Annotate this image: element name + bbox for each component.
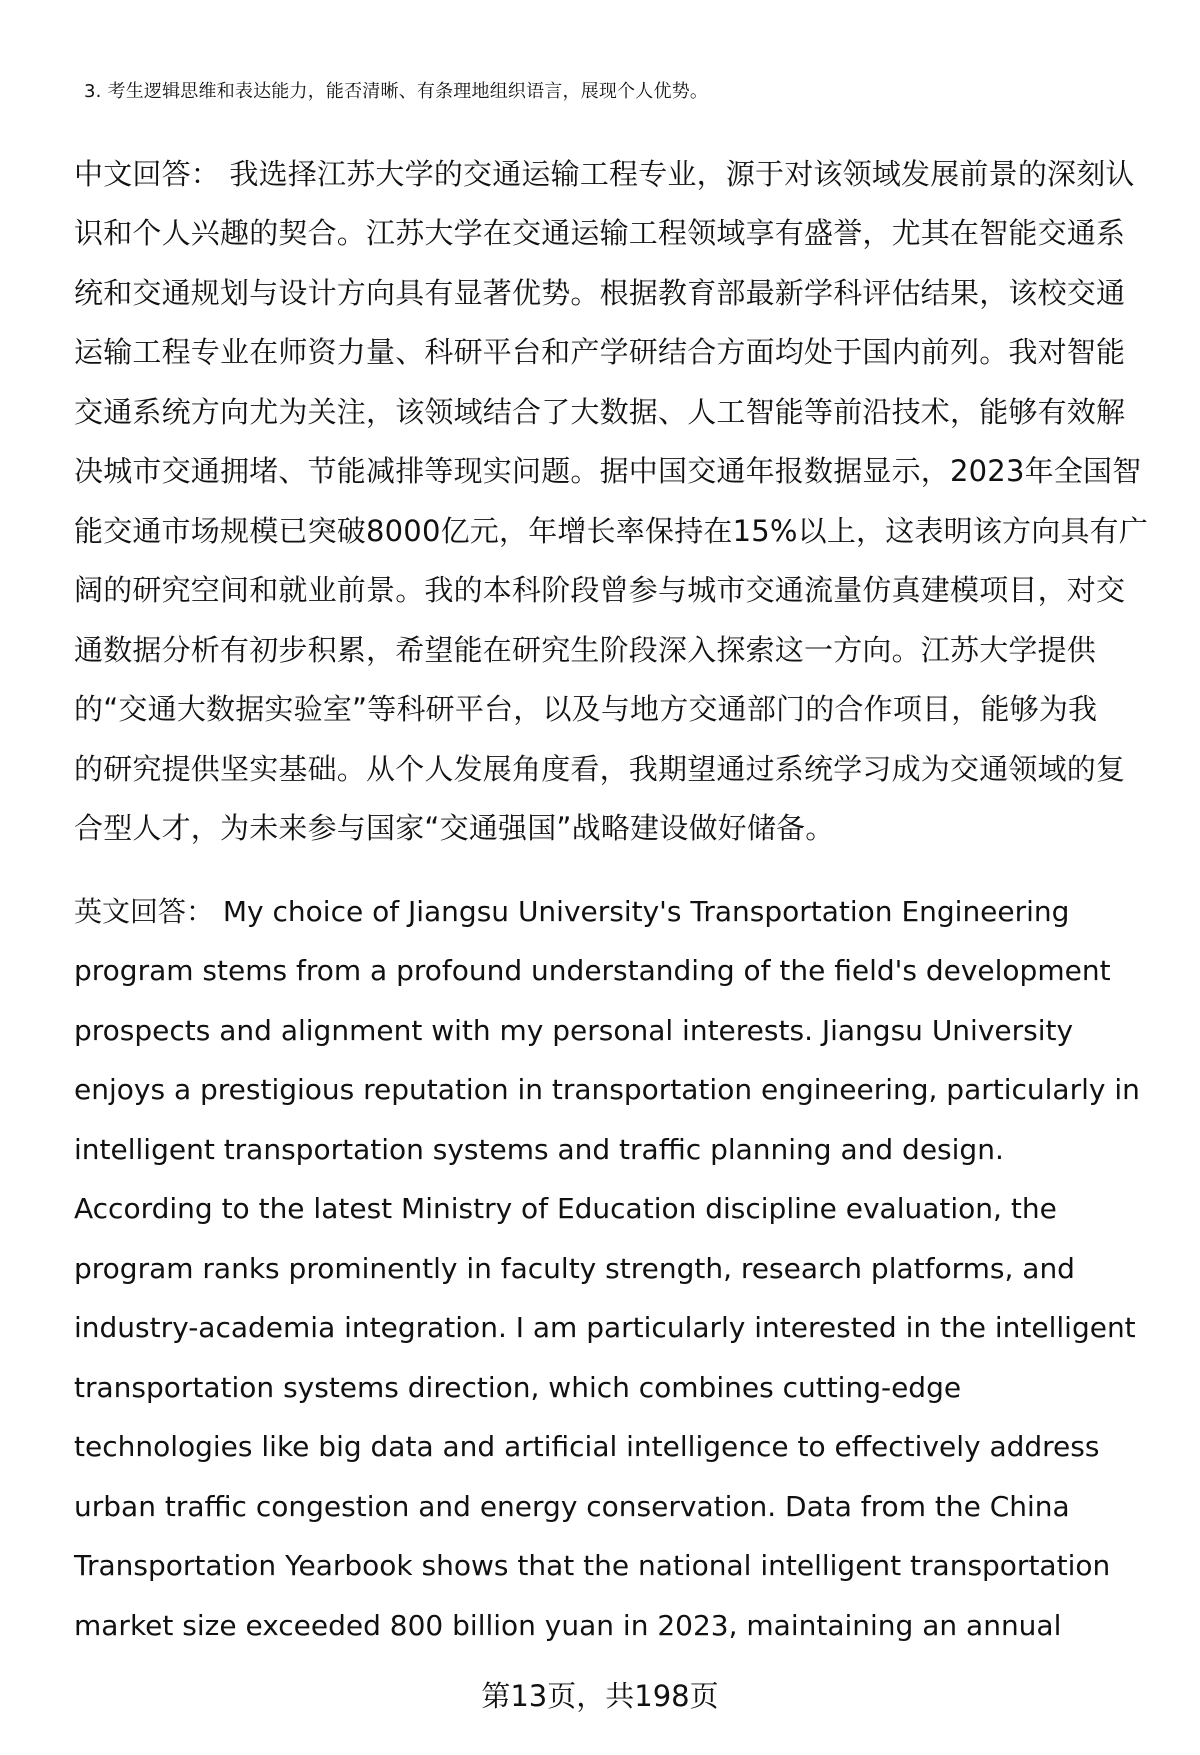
text-line: 识和个人兴趣的契合。江苏大学在交通运输工程领域享有盛誉，尤其在智能交通系 <box>74 216 1126 250</box>
text-line: Transportation Yearbook shows that the national intelligent transportation <box>74 1549 1111 1582</box>
text-line: technologies like big data and artificial intelligence to effectively address <box>74 1430 1100 1463</box>
text-line: 的研究提供坚实基础。从个人发展角度看，我期望通过系统学习成为交通领域的复 <box>74 751 1126 786</box>
text-line: 合型人才，为未来参与国家“交通强国”战略建设做好储备。 <box>74 811 835 845</box>
text-line: enjoys a prestigious reputation in transportation engineering, particularly in <box>74 1073 1140 1106</box>
english-answer-paragraph <box>74 882 1154 1656</box>
text-line: 决城市交通拥堵、节能减排等现实问题。据中国交通年报数据显示，2023年全国智 <box>74 454 1142 488</box>
text-line: 通数据分析有初步积累，希望能在研究生阶段深入探索这一方向。江苏大学提供 <box>74 632 1097 667</box>
text-line: intelligent transportation systems and traffic planning and design. <box>74 1132 1004 1166</box>
paragraph-gap <box>74 122 1154 145</box>
text-line: urban traffic congestion and energy conservation. Data from the China <box>74 1489 1070 1523</box>
text-line: 英文回答： My choice of Jiangsu University's Transportation Engineering <box>74 894 1070 928</box>
text-line: 阔的研究空间和就业前景。我的本科阶段曾参与城市交通流量仿真建模项目，对交 <box>74 573 1126 607</box>
text-line: 中文回答： 我选择江苏大学的交通运输工程专业，源于对该领域发展前景的深刻认 <box>74 156 1135 191</box>
document-body <box>74 62 1154 1655</box>
item-3-paragraph <box>74 62 1154 122</box>
text-line: 运输工程专业在师资力量、科研平台和产学研结合方面均处于国内前列。我对智能 <box>74 335 1126 369</box>
text-line: transportation systems direction, which combines cutting-edge <box>74 1370 962 1404</box>
text-line: According to the latest Ministry of Education discipline evaluation, the <box>74 1192 1057 1225</box>
text-line: 交通系统方向尤为关注，该领域结合了大数据、人工智能等前沿技术，能够有效解 <box>74 394 1126 429</box>
text-line: program ranks prominently in faculty strength, research platforms, and <box>74 1251 1075 1285</box>
text-line: 能交通市场规模已突破8000亿元，年增长率保持在15%以上，这表明该方向具有广 <box>74 513 1149 548</box>
text-line: 的“交通大数据实验室”等科研平台，以及与地方交通部门的合作项目，能够为我 <box>74 692 1098 726</box>
chinese-answer-paragraph <box>74 145 1154 859</box>
text-line: prospects and alignment with my personal interests. Jiangsu University <box>74 1013 1074 1047</box>
paragraph-gap <box>74 859 1154 882</box>
page-number-footer: 第13页，共198页 <box>481 1679 719 1713</box>
text-line: industry-academia integration. I am particularly interested in the intelligent <box>74 1311 1136 1344</box>
text-line: market size exceeded 800 billion yuan in 2023, maintaining an annual <box>74 1608 1062 1642</box>
text-line: program stems from a profound understanding of the field's development <box>74 954 1111 987</box>
text-line: 3. 考生逻辑思维和表达能力，能否清晰、有条理地组织语言，展现个人优势。 <box>84 81 709 102</box>
text-line: 统和交通规划与设计方向具有显著优势。根据教育部最新学科评估结果，该校交通 <box>74 275 1126 310</box>
